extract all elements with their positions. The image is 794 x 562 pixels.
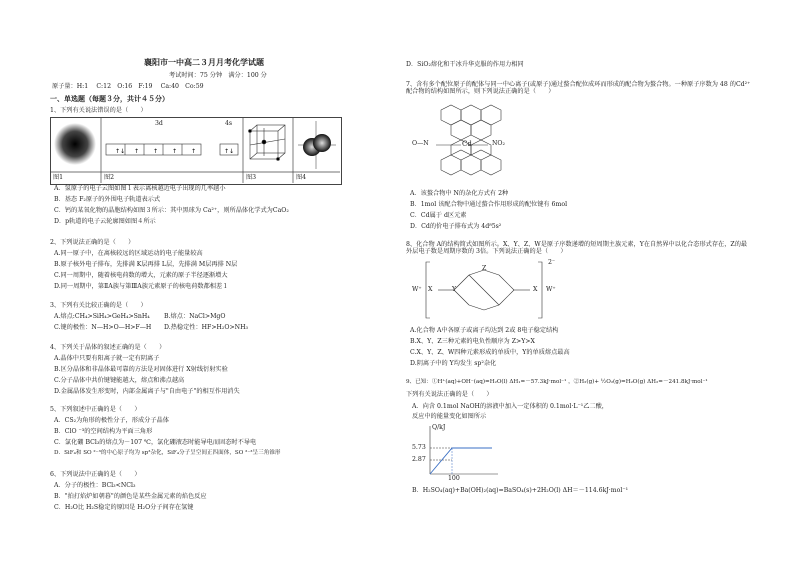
q3-stem: 3、下列有关比较正确的是（ ） [50,302,147,309]
q2-option-d: D.同一周期中，第ⅡA族与第ⅢA族元素原子的核电荷数都相差１ [54,283,229,290]
q1-option-d: D．p轨道的电子云轮廓图如图４所示 [54,218,156,225]
nitrate-ligand-label: O—N [412,140,429,147]
q4-option-d: D.金属晶体发生形变时，内部金属离子与"自由电子"的相互作用消失 [54,388,240,395]
q1-option-c: C．钙的某氧化物的晶胞结构如图３所示：其中黑球为 Ca²⁺，则所晶体化学式为CaO₂ [54,207,289,214]
svg-text:↑↓: ↑↓ [224,148,235,155]
q3-option-a: A.熔点:CH₄>SiH₄>GeH₄>SnH₄ [54,313,150,320]
q4-option-a: A.晶体中只要有阳离子就一定有阴离子 [54,355,160,362]
q7-option-a: A．该螯合物中 N的杂化方式有 2种 [410,190,509,197]
q4-stem: 4、下列关于晶体的叙述正确的是（ ） [50,344,166,351]
q1-option-b: B．基态 F₂原子的外围电子轨道表示式 [54,196,161,203]
compound-w-label: W⁺ [412,286,422,293]
q5-option-c: C．氯化硼 BCl₃的熔点为－107 ℃，氯化硼液态时能导电而固态时不导电 [54,439,257,446]
q3-option-b: B.熔点：NaCl>MgO [164,313,226,320]
svg-text:↑: ↑ [172,148,178,155]
q2-stem: 2、下列说法正确的是（ ） [50,239,135,246]
q5-option-d: D．SiF₄和 SO ²⁻³的中心原子均为 sp³杂化，SiF₄分子呈空间正四面体，SO ²⁻³呈三角锥形 [54,450,281,456]
q2-option-a: A.同一原子中，在离核较远的区域运动的电子能量较高 [54,250,203,257]
q8-option-d: D.阴离子中的 Y均发生 sp²杂化 [410,360,497,367]
orbital-3d-label: 3d [155,120,163,127]
q9-stem-1: 9、已知：①H⁺(aq)+OH⁻(aq)=H₂O(l) ΔH₁=－57.3kJ·mol⁻¹ ，②H₂(g)+ ½O₂(g)=H₂O(g) ΔH₂=－241.8kJ·mol⁻¹ [406,379,708,385]
q9-stem-2: 下列有关说法正确的是（ ） [406,391,493,398]
energy-graph-ytick-2: 2.87 [412,456,426,463]
q5-stem: 5、下列叙述中正确的是（ ） [50,406,141,413]
compound-charge-label: 2⁻ [548,259,556,266]
q8-option-a: A.化合物 A中各原子或离子均达到 2或 8电子稳定结构 [410,327,559,334]
q3-option-d: D.热稳定性：HF>H₂O>NH₃ [164,324,248,331]
energy-graph-xtick: 100 [448,475,460,482]
orbital-4s-label: 4s [225,120,233,127]
q5-option-a: A．CS₂为角形的极性分子，形成分子晶体 [54,417,169,424]
no2-ligand-label: NO₂ [492,140,505,147]
fig-label-2: 图2 [104,174,115,181]
q8-option-c: C.X、Y、Z、W四种元素形成的单质中，Y的单质熔点最高 [410,349,570,356]
svg-text:↑: ↑ [153,148,159,155]
svg-text:↑: ↑ [191,148,197,155]
q6-option-d: D．SiO₂熔化和干冰升华克服的作用力相同 [406,61,524,68]
compound-z-label: Z [482,265,487,272]
q6-option-c: C．H₂O比 H₂S稳定的原因是 H₂O分子间存在氢键 [54,504,194,511]
p-orbital-diagram [298,121,336,169]
orbital-diagram [106,144,238,155]
fig-label-3: 图3 [246,174,257,181]
q8-option-b: B.X、Y、Z三种元素的电负性顺序为 Z>Y>X [410,338,535,345]
q3-option-c: C.键的极性：N—H>O—H>F—H [54,324,152,331]
atomic-masses: 原子量：H:1 C:12 O:16 F:19 Ca:40 Co:59 [52,83,204,90]
q7-option-c: C．Cd属于 d区元素 [410,212,467,219]
q7-stem: 7、含有多个配位原子的配体与同一中心离子(或原子)通过螯合配位成环而形成的配合物为螯合物。一种原子序数为 48 的Cd²⁺配合物的结构如图所示，则下列说法正确的是（ ） [406,81,751,95]
q2-option-c: C.同一周期中，随着核电荷数的增大，元素的原子半径逐渐增大 [54,272,228,279]
exam-time: 考试时间：75 分钟 满分：100 分 [169,72,267,79]
q9-option-a-line2: 反应中的能量变化如图所示 [412,413,487,420]
compound-x2-label: X [533,286,538,293]
q1-stem: 1、下列有关说法错误的是（ ） [50,107,147,114]
q6-option-a: A．分子的极性：BCl₃<NCl₃ [54,482,136,489]
energy-graph-ylabel: Q/kJ [432,424,446,431]
q2-option-b: B.原子核外电子排布，先排满 K层再排 L层，先排满 M层再排 N层 [54,261,238,268]
fig-label-1: 图1 [53,174,64,181]
q4-option-c: C.分子晶体中共价键键能越大，熔点和沸点越高 [54,377,185,384]
compound-x-label: X [428,286,433,293]
section-heading: 一、单选题（每题３分，共计４５分） [50,94,169,103]
q1-option-a: A．氢原子的电子云图如图１表示离核越近电子出现的几率越小 [54,185,226,192]
q7-option-d: D．Cd的价电子排布式为 4d⁸5s² [410,223,502,230]
crystal-cell-diagram [249,125,286,161]
q6-option-b: B．"拍打焰炉如朝暮"的颜色是某些金属元素的焰色反应 [54,493,207,500]
energy-graph-ytick-1: 5.73 [412,444,426,451]
exam-title: 襄阳市一中高二３月月考化学试题 [144,57,264,67]
q8-stem: 8、化合物 A的结构简式如图所示。X、Y、Z、W是原子序数递增的短周期主族元素，Y在自然界中以化合态形式存在，Z的最外层电子数是周期序数的 3倍。下列说法正确的是（ ） [406,241,748,255]
q7-option-b: B．1mol 该配合物中通过螯合作用形成的配位键有 6mol [410,201,568,208]
svg-text:↑: ↑ [134,148,140,155]
svg-text:↑↓: ↑↓ [115,148,126,155]
q5-option-b: B．ClO ⁻³的空间结构为平面三角形 [54,428,153,435]
compound-y-label: Y [452,286,457,293]
electron-cloud-diagram [54,123,96,165]
q9-option-b: B．H₂SO₄(aq)+Ba(OH)₂(aq)=BaSO₄(s)+2H₂O(l) ΔH＝－114.6kJ·mol⁻¹ [412,487,629,494]
energy-curve [430,448,492,474]
q6-stem: 6、下列说法中正确的是（ ） [50,471,141,478]
q4-option-b: B.区分晶体和非晶体最可靠的方法是对固体进行 X射线衍射实验 [54,366,228,373]
fig-label-4: 图4 [296,174,307,181]
q9-option-a-line1: A．向含 0.1mol NaOH的溶液中加入一定体积的 0.1mol·L⁻¹乙二酸， [412,403,608,410]
cd-center-label: Cd [462,140,472,148]
compound-w2-label: W⁺ [546,286,556,293]
